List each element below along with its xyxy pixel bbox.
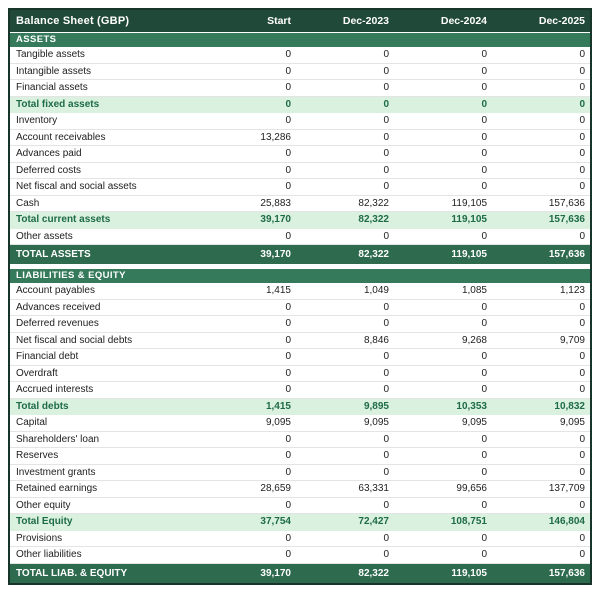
row-value: 0: [383, 367, 389, 379]
row-value: 1,415: [265, 285, 291, 297]
row-label: Shareholders' loan: [16, 433, 100, 445]
row-value: 119,105: [451, 249, 487, 260]
row-value: 8,846: [363, 334, 389, 346]
table-row: [10, 465, 590, 482]
column-header-dec-2025: Dec-2025: [538, 15, 585, 27]
row-value: 39,170: [260, 249, 291, 260]
table-row: [10, 47, 590, 64]
row-value: 0: [481, 499, 487, 511]
row-value: 0: [285, 115, 291, 127]
table-row: [10, 498, 590, 515]
row-value: 0: [285, 334, 291, 346]
table-row: [10, 113, 590, 130]
row-value: 0: [383, 466, 389, 478]
row-label: Provisions: [16, 532, 63, 544]
row-value: 0: [285, 181, 291, 193]
row-value: 0: [383, 82, 389, 94]
row-value: 0: [579, 98, 585, 110]
table-row: [10, 382, 590, 399]
row-value: 0: [285, 65, 291, 77]
row-value: 0: [481, 466, 487, 478]
row-label: Total debts: [16, 400, 69, 412]
table-row: [10, 349, 590, 366]
table-row: [10, 399, 590, 416]
row-value: 0: [579, 532, 585, 544]
row-value: 63,331: [358, 483, 389, 495]
row-value: 0: [579, 49, 585, 61]
row-value: 0: [481, 148, 487, 160]
row-value: 0: [285, 450, 291, 462]
row-value: 0: [579, 164, 585, 176]
row-value: 0: [383, 230, 389, 242]
row-value: 0: [481, 98, 487, 110]
row-value: 0: [481, 351, 487, 363]
row-value: 9,268: [461, 334, 487, 346]
row-value: 0: [285, 351, 291, 363]
row-label: TOTAL ASSETS: [16, 249, 91, 260]
row-value: 0: [383, 65, 389, 77]
row-label: Overdraft: [16, 367, 58, 379]
row-value: 39,170: [260, 567, 291, 579]
row-value: 108,751: [450, 516, 487, 528]
row-value: 0: [383, 98, 389, 110]
table-row: [10, 146, 590, 163]
row-value: 0: [285, 532, 291, 544]
row-label: Cash: [16, 197, 40, 209]
row-value: 119,105: [451, 214, 487, 226]
row-value: 72,427: [358, 516, 389, 528]
row-value: 28,659: [260, 483, 291, 495]
row-label: Tangible assets: [16, 49, 85, 61]
row-value: 0: [285, 98, 291, 110]
row-label: Net fiscal and social assets: [16, 181, 137, 193]
row-value: 0: [383, 549, 389, 561]
row-value: 0: [285, 164, 291, 176]
row-value: 157,636: [548, 567, 585, 579]
row-value: 157,636: [548, 197, 585, 209]
row-value: 1,415: [265, 400, 291, 412]
row-value: 0: [383, 433, 389, 445]
row-value: 157,636: [548, 214, 585, 226]
row-label: Other assets: [16, 230, 73, 242]
row-value: 0: [285, 49, 291, 61]
row-value: 0: [579, 301, 585, 313]
table-row: [10, 415, 590, 432]
table-row: [10, 531, 590, 548]
row-value: 0: [383, 181, 389, 193]
row-value: 0: [383, 164, 389, 176]
row-label: Other liabilities: [16, 549, 82, 561]
row-value: 1,049: [363, 285, 389, 297]
row-value: 82,322: [358, 214, 389, 226]
balance-sheet-table: [8, 8, 592, 585]
row-value: 9,095: [265, 417, 291, 429]
table-row: [10, 163, 590, 180]
table-row: [10, 316, 590, 333]
row-label: Accrued interests: [16, 384, 94, 396]
row-value: 0: [285, 301, 291, 313]
row-value: 0: [481, 164, 487, 176]
table-row: [10, 432, 590, 449]
table-row: [10, 448, 590, 465]
row-label: Total current assets: [16, 214, 111, 226]
row-label: Reserves: [16, 450, 59, 462]
row-value: 146,804: [548, 516, 585, 528]
row-value: 10,832: [554, 400, 585, 412]
row-value: 0: [481, 549, 487, 561]
row-value: 82,322: [358, 567, 389, 579]
row-value: 0: [481, 433, 487, 445]
row-value: 0: [579, 466, 585, 478]
row-value: 0: [481, 181, 487, 193]
row-value: 0: [579, 148, 585, 160]
row-value: 99,656: [456, 483, 487, 495]
row-value: 0: [481, 65, 487, 77]
row-value: 0: [481, 384, 487, 396]
row-value: 0: [579, 318, 585, 330]
row-label: Financial debt: [16, 351, 79, 363]
row-value: 9,709: [559, 334, 585, 346]
row-label: Total fixed assets: [16, 98, 100, 110]
row-value: 0: [579, 549, 585, 561]
row-value: 0: [481, 115, 487, 127]
row-value: 0: [579, 181, 585, 193]
column-header-dec-2023: Dec-2023: [342, 15, 389, 27]
row-label: Other equity: [16, 499, 71, 511]
table-row: [10, 245, 590, 264]
row-label: Deferred costs: [16, 164, 82, 176]
row-label: Capital: [16, 417, 48, 429]
row-value: 0: [579, 367, 585, 379]
row-value: 0: [285, 148, 291, 160]
row-value: 0: [481, 318, 487, 330]
row-value: 0: [383, 499, 389, 511]
row-value: 0: [579, 230, 585, 242]
column-header-dec-2024: Dec-2024: [440, 15, 487, 27]
table-header-row: [10, 10, 590, 32]
row-value: 0: [579, 351, 585, 363]
row-value: 0: [383, 532, 389, 544]
table-row: [10, 300, 590, 317]
row-label: Total Equity: [16, 516, 73, 528]
row-value: 25,883: [260, 197, 291, 209]
table-row: [10, 564, 590, 583]
row-value: 0: [481, 532, 487, 544]
row-value: 0: [285, 384, 291, 396]
row-value: 0: [481, 230, 487, 242]
row-value: 0: [285, 82, 291, 94]
row-label: Account payables: [16, 285, 95, 297]
row-value: 137,709: [548, 483, 585, 495]
row-label: Investment grants: [16, 466, 96, 478]
table-row: [10, 97, 590, 114]
row-value: 0: [285, 549, 291, 561]
row-value: 1,123: [559, 285, 585, 297]
table-row: [10, 80, 590, 97]
row-value: 119,105: [451, 197, 487, 209]
row-value: 0: [481, 450, 487, 462]
table-body: [10, 33, 590, 583]
row-value: 37,754: [260, 516, 291, 528]
row-label: Net fiscal and social debts: [16, 334, 133, 346]
row-value: 0: [383, 131, 389, 143]
row-value: 0: [579, 450, 585, 462]
section-liabilities-equity: [10, 269, 590, 583]
table-row: [10, 212, 590, 229]
table-row: [10, 130, 590, 147]
row-value: 0: [285, 230, 291, 242]
row-value: 0: [481, 82, 487, 94]
column-header-start: Start: [267, 15, 291, 27]
row-value: 0: [383, 49, 389, 61]
row-value: 119,105: [451, 567, 487, 579]
table-row: [10, 179, 590, 196]
row-value: 0: [285, 499, 291, 511]
row-label: Financial assets: [16, 82, 88, 94]
row-label: Advances received: [16, 301, 101, 313]
row-value: 39,170: [260, 214, 291, 226]
row-value: 9,095: [559, 417, 585, 429]
row-value: 157,636: [548, 249, 585, 260]
table-row: [10, 229, 590, 246]
row-value: 0: [481, 131, 487, 143]
row-value: 82,322: [358, 197, 389, 209]
table-row: [10, 547, 590, 564]
row-value: 0: [481, 301, 487, 313]
row-value: 9,095: [363, 417, 389, 429]
section-header: LIABILITIES & EQUITY: [10, 269, 590, 283]
row-value: 0: [383, 115, 389, 127]
row-value: 9,895: [363, 400, 389, 412]
row-value: 1,085: [461, 285, 487, 297]
row-label: Deferred revenues: [16, 318, 99, 330]
row-label: Inventory: [16, 115, 58, 127]
row-value: 0: [383, 318, 389, 330]
row-value: 0: [579, 131, 585, 143]
row-value: 0: [285, 367, 291, 379]
section-assets: [10, 33, 590, 264]
section-header: ASSETS: [10, 33, 590, 47]
row-value: 0: [481, 49, 487, 61]
row-label: Intangible assets: [16, 65, 92, 77]
row-value: 0: [579, 433, 585, 445]
row-value: 0: [383, 148, 389, 160]
row-label: Retained earnings: [16, 483, 98, 495]
row-value: 10,353: [456, 400, 487, 412]
row-value: 0: [579, 115, 585, 127]
table-row: [10, 283, 590, 300]
table-row: [10, 366, 590, 383]
row-value: 0: [579, 499, 585, 511]
row-label: Account receivables: [16, 131, 106, 143]
table-row: [10, 514, 590, 531]
row-value: 0: [285, 433, 291, 445]
row-value: 9,095: [461, 417, 487, 429]
row-value: 0: [579, 384, 585, 396]
row-value: 0: [383, 450, 389, 462]
table-row: [10, 196, 590, 213]
row-value: 82,322: [358, 249, 389, 260]
row-value: 0: [383, 384, 389, 396]
row-label: Advances paid: [16, 148, 82, 160]
row-value: 0: [383, 351, 389, 363]
row-value: 13,286: [260, 131, 291, 143]
table-title: Balance Sheet (GBP): [16, 15, 130, 27]
table-row: [10, 64, 590, 81]
table-row: [10, 333, 590, 350]
row-value: 0: [481, 367, 487, 379]
row-value: 0: [579, 82, 585, 94]
row-value: 0: [285, 318, 291, 330]
row-value: 0: [579, 65, 585, 77]
table-row: [10, 481, 590, 498]
row-value: 0: [383, 301, 389, 313]
row-value: 0: [285, 466, 291, 478]
row-label: TOTAL LIAB. & EQUITY: [16, 567, 128, 579]
